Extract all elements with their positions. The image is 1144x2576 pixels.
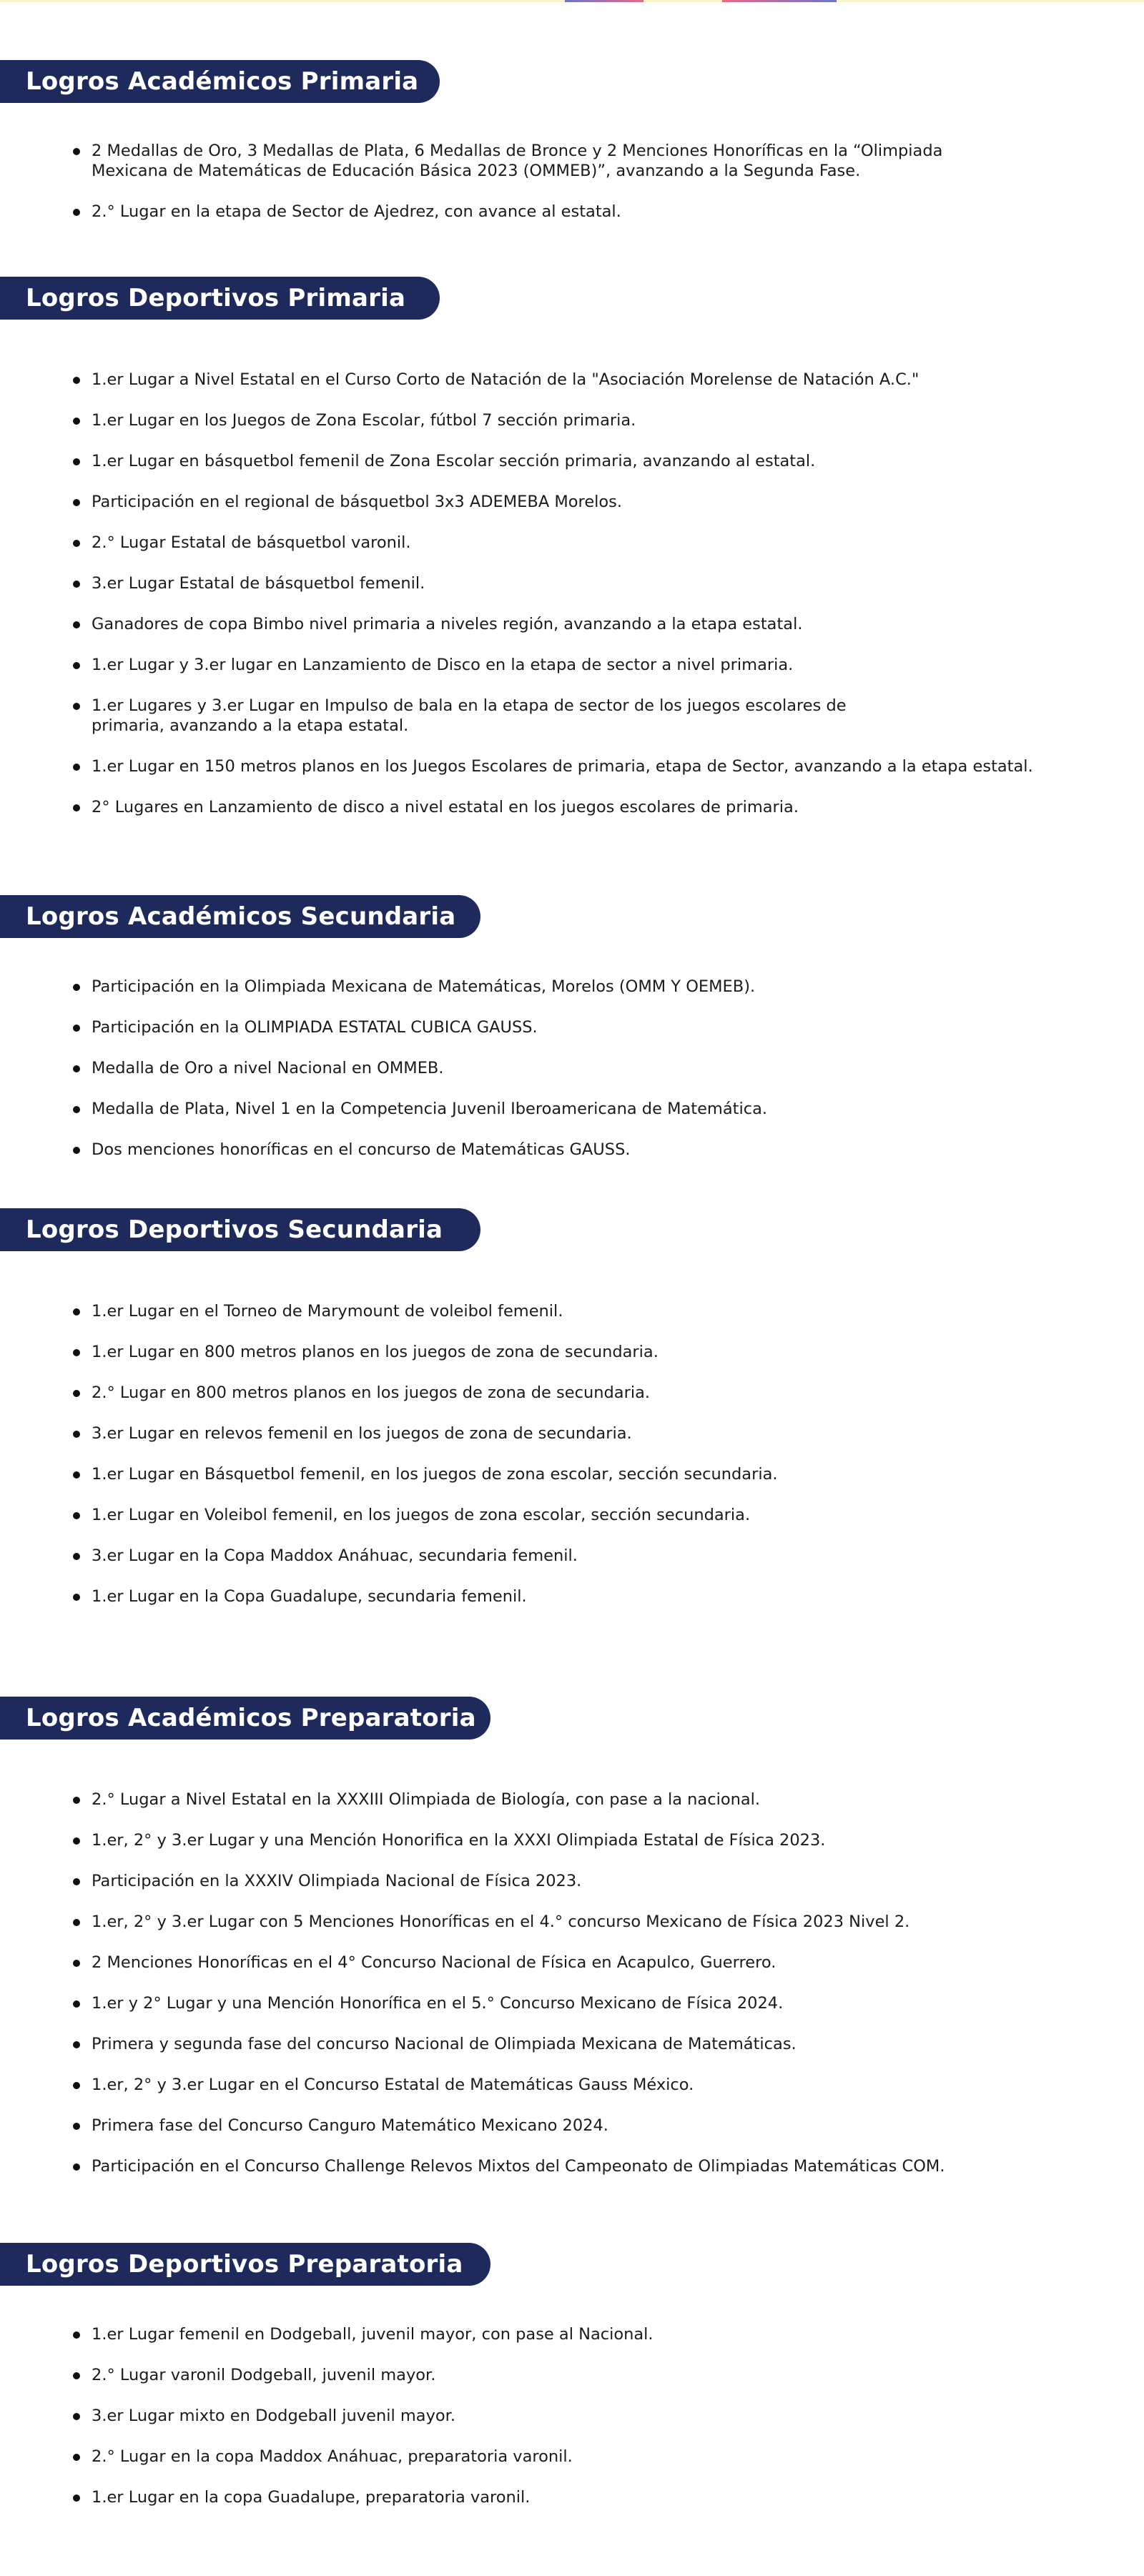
- list-item-text: 2.° Lugar en la etapa de Sector de Ajedrez, con avance al estatal.: [92, 202, 621, 221]
- list-item: [72, 1953, 1108, 1973]
- list-item: [72, 1505, 1072, 1525]
- top-accent-bar: [0, 0, 1144, 2]
- bullet-icon: [73, 2082, 80, 2089]
- list-item: [72, 1301, 1072, 1321]
- bullet-icon: [73, 1308, 80, 1316]
- list-item-text: 3.er Lugar Estatal de básquetbol femenil.: [92, 574, 425, 593]
- list-item: [72, 977, 1072, 997]
- list-item-text: Participación en la OLIMPIADA ESTATAL CUBICA GAUSS.: [92, 1018, 538, 1037]
- list-item: [72, 1546, 1072, 1566]
- list-item-text: 1.er Lugar en los Juegos de Zona Escolar, fútbol 7 sección primaria.: [92, 411, 636, 430]
- achievement-list: [72, 1790, 1108, 2197]
- list-item-text: 3.er Lugar mixto en Dodgeball juvenil mayor.: [92, 2407, 455, 2425]
- list-item-text: 3.er Lugar en relevos femenil en los juegos de zona de secundaria.: [92, 1424, 632, 1443]
- list-item-text: Participación en el Concurso Challenge Relevos Mixtos del Campeonato de Olimpiadas Matemáticas COM.: [92, 2157, 945, 2176]
- list-item: [72, 1140, 1072, 1160]
- top-accent-segment: [722, 0, 837, 2]
- list-item: [72, 410, 1130, 430]
- list-item-text: 1.er y 2° Lugar y una Mención Honorífica en el 5.° Concurso Mexicano de Física 2024.: [92, 1994, 784, 2013]
- achievement-list: [72, 1301, 1072, 1627]
- section-title: Logros Académicos Preparatoria: [0, 1697, 490, 1739]
- list-item-text: 1.er Lugar femenil en Dodgeball, juvenil mayor, con pase al Nacional.: [92, 2325, 654, 2344]
- bullet-icon: [73, 1512, 80, 1519]
- bullet-icon: [73, 581, 80, 588]
- bullet-icon: [73, 2413, 80, 2420]
- list-item: [72, 2156, 1108, 2176]
- bullet-icon: [73, 1065, 80, 1072]
- bullet-icon: [73, 1837, 80, 1845]
- list-item: [72, 1099, 1072, 1119]
- list-item-text: Primera y segunda fase del concurso Nacional de Olimpiada Mexicana de Matemáticas.: [92, 2035, 797, 2053]
- list-item-text: 1.er Lugares y 3.er Lugar en Impulso de bala en la etapa de sector de los juegos escolares de primaria, avanzando a la etapa estatal.: [92, 696, 847, 735]
- list-item-text: Participación en la Olimpiada Mexicana de Matemáticas, Morelos (OMM Y OEMEB).: [92, 977, 756, 996]
- list-item-text: 1.er Lugar en básquetbol femenil de Zona Escolar sección primaria, avanzando al estatal.: [92, 452, 816, 470]
- list-item: [72, 370, 1130, 390]
- bullet-icon: [73, 804, 80, 811]
- list-item: [72, 492, 1130, 512]
- bullet-icon: [73, 1919, 80, 1926]
- list-item: [72, 1993, 1108, 2013]
- bullet-icon: [73, 764, 80, 771]
- bullet-icon: [73, 662, 80, 669]
- list-item-text: Dos menciones honoríficas en el concurso de Matemáticas GAUSS.: [92, 1140, 631, 1159]
- list-item-text: Ganadores de copa Bimbo nivel primaria a niveles región, avanzando a la etapa estatal.: [92, 615, 803, 633]
- list-item: [72, 1586, 1072, 1607]
- list-item: [72, 1423, 1072, 1444]
- section-title: Logros Académicos Secundaria: [0, 895, 480, 938]
- list-item-text: 1.er Lugar en el Torneo de Marymount de voleibol femenil.: [92, 1302, 563, 1321]
- section-title: Logros Deportivos Primaria: [0, 277, 440, 320]
- bullet-icon: [73, 1960, 80, 1967]
- list-item-text: 1.er, 2° y 3.er Lugar con 5 Menciones Honoríficas en el 4.° concurso Mexicano de Física 2023 Nivel 2.: [92, 1913, 910, 1931]
- list-item-text: 2.° Lugar en la copa Maddox Anáhuac, preparatoria varonil.: [92, 2447, 573, 2466]
- list-item: [72, 2075, 1108, 2095]
- list-item: [72, 2406, 1072, 2426]
- bullet-icon: [73, 1431, 80, 1438]
- list-item-text: 2.° Lugar Estatal de básquetbol varonil.: [92, 533, 411, 552]
- list-item-text: 1.er Lugar en Voleibol femenil, en los juegos de zona escolar, sección secundaria.: [92, 1506, 751, 1524]
- achievement-list: [72, 977, 1072, 1180]
- list-item: [72, 696, 907, 736]
- list-item-text: 1.er Lugar en 150 metros planos en los Juegos Escolares de primaria, etapa de Sector, avanzando a la etapa estatal.: [92, 757, 1033, 776]
- list-item-text: Medalla de Plata, Nivel 1 en la Competencia Juvenil Iberoamericana de Matemática.: [92, 1100, 768, 1118]
- list-item-text: 3.er Lugar en la Copa Maddox Anáhuac, secundaria femenil.: [92, 1546, 578, 1565]
- section-title: Logros Académicos Primaria: [0, 60, 440, 103]
- list-item-text: 1.er Lugar en 800 metros planos en los juegos de zona de secundaria.: [92, 1343, 659, 1361]
- list-item: [72, 141, 1001, 181]
- bullet-icon: [73, 1797, 80, 1804]
- bullet-icon: [73, 1390, 80, 1397]
- list-item: [72, 1912, 1108, 1932]
- bullet-icon: [73, 2000, 80, 2008]
- bullet-icon: [73, 621, 80, 628]
- list-item: [72, 1058, 1072, 1078]
- bullet-icon: [73, 209, 80, 216]
- list-item-text: 1.er Lugar en la copa Guadalupe, preparatoria varonil.: [92, 2488, 531, 2507]
- bullet-icon: [73, 703, 80, 710]
- list-item: [72, 573, 1130, 593]
- list-item-text: Primera fase del Concurso Canguro Matemático Mexicano 2024.: [92, 2116, 608, 2135]
- list-item: [72, 202, 1001, 222]
- list-item-text: 2.° Lugar varonil Dodgeball, juvenil mayor.: [92, 2366, 436, 2384]
- list-item: [72, 2116, 1108, 2136]
- achievement-list: [72, 141, 1001, 242]
- top-accent-segment: [565, 0, 644, 2]
- bullet-icon: [73, 1471, 80, 1479]
- bullet-icon: [73, 2494, 80, 2502]
- list-item-text: 1.er Lugar en la Copa Guadalupe, secundaria femenil.: [92, 1587, 527, 1606]
- list-item: [72, 2447, 1072, 2467]
- list-item: [72, 797, 1130, 817]
- bullet-icon: [73, 1349, 80, 1356]
- list-item-text: 2 Medallas de Oro, 3 Medallas de Plata, 6 Medallas de Bronce y 2 Menciones Honoríficas en la “Olimpiada Mexicana de Matemáticas de Educación Básica 2023 (OMMEB)”, avanzando a la Segunda Fase.: [92, 142, 943, 180]
- list-item-text: 1.er Lugar a Nivel Estatal en el Curso Corto de Natación de la "Asociación Morelense de Natación A.C.": [92, 370, 919, 389]
- bullet-icon: [73, 2372, 80, 2379]
- list-item: [72, 1017, 1072, 1037]
- list-item: [72, 756, 1130, 776]
- bullet-icon: [73, 148, 80, 155]
- list-item: [72, 1342, 1072, 1362]
- bullet-icon: [73, 1594, 80, 1601]
- list-item: [72, 533, 1130, 553]
- achievement-list: [72, 370, 1130, 838]
- list-item-text: Participación en la XXXIV Olimpiada Nacional de Física 2023.: [92, 1872, 582, 1890]
- bullet-icon: [73, 2123, 80, 2130]
- bullet-icon: [73, 499, 80, 506]
- list-item-text: 2.° Lugar en 800 metros planos en los juegos de zona de secundaria.: [92, 1383, 651, 1402]
- bullet-icon: [73, 377, 80, 384]
- list-item: [72, 2365, 1072, 2385]
- list-item: [72, 2034, 1108, 2054]
- bullet-icon: [73, 1878, 80, 1885]
- bullet-icon: [73, 2454, 80, 2461]
- bullet-icon: [73, 2331, 80, 2339]
- bullet-icon: [73, 2041, 80, 2048]
- bullet-icon: [73, 1553, 80, 1560]
- bullet-icon: [73, 984, 80, 991]
- bullet-icon: [73, 418, 80, 425]
- bullet-icon: [73, 1147, 80, 1154]
- bullet-icon: [73, 2163, 80, 2171]
- list-item: [72, 1383, 1072, 1403]
- section-title: Logros Deportivos Preparatoria: [0, 2243, 490, 2286]
- list-item-text: 2 Menciones Honoríficas en el 4° Concurso Nacional de Física en Acapulco, Guerrero.: [92, 1953, 776, 1972]
- list-item: [72, 1464, 1072, 1484]
- list-item: [72, 1830, 1108, 1850]
- achievement-list: [72, 2324, 1072, 2528]
- bullet-icon: [73, 1025, 80, 1032]
- list-item: [72, 451, 1130, 471]
- list-item-text: 1.er Lugar y 3.er lugar en Lanzamiento de Disco en la etapa de sector a nivel primaria.: [92, 656, 794, 674]
- list-item-text: 1.er, 2° y 3.er Lugar y una Mención Honorifica en la XXXI Olimpiada Estatal de Física 2023.: [92, 1831, 826, 1850]
- list-item: [72, 1871, 1108, 1891]
- list-item: [72, 2487, 1072, 2507]
- section-title: Logros Deportivos Secundaria: [0, 1208, 480, 1251]
- list-item-text: Medalla de Oro a nivel Nacional en OMMEB.: [92, 1059, 444, 1077]
- bullet-icon: [73, 458, 80, 465]
- list-item: [72, 614, 1130, 634]
- list-item: [72, 655, 1130, 675]
- list-item-text: 2.° Lugar a Nivel Estatal en la XXXIII Olimpiada de Biología, con pase a la nacional.: [92, 1790, 761, 1809]
- list-item: [72, 1790, 1108, 1810]
- bullet-icon: [73, 540, 80, 547]
- list-item-text: 2° Lugares en Lanzamiento de disco a nivel estatal en los juegos escolares de primaria.: [92, 798, 799, 816]
- list-item: [72, 2324, 1072, 2344]
- bullet-icon: [73, 1106, 80, 1113]
- list-item-text: Participación en el regional de básquetbol 3x3 ADEMEBA Morelos.: [92, 493, 623, 511]
- list-item-text: 1.er Lugar en Básquetbol femenil, en los juegos de zona escolar, sección secundaria.: [92, 1465, 778, 1484]
- list-item-text: 1.er, 2° y 3.er Lugar en el Concurso Estatal de Matemáticas Gauss México.: [92, 2076, 694, 2094]
